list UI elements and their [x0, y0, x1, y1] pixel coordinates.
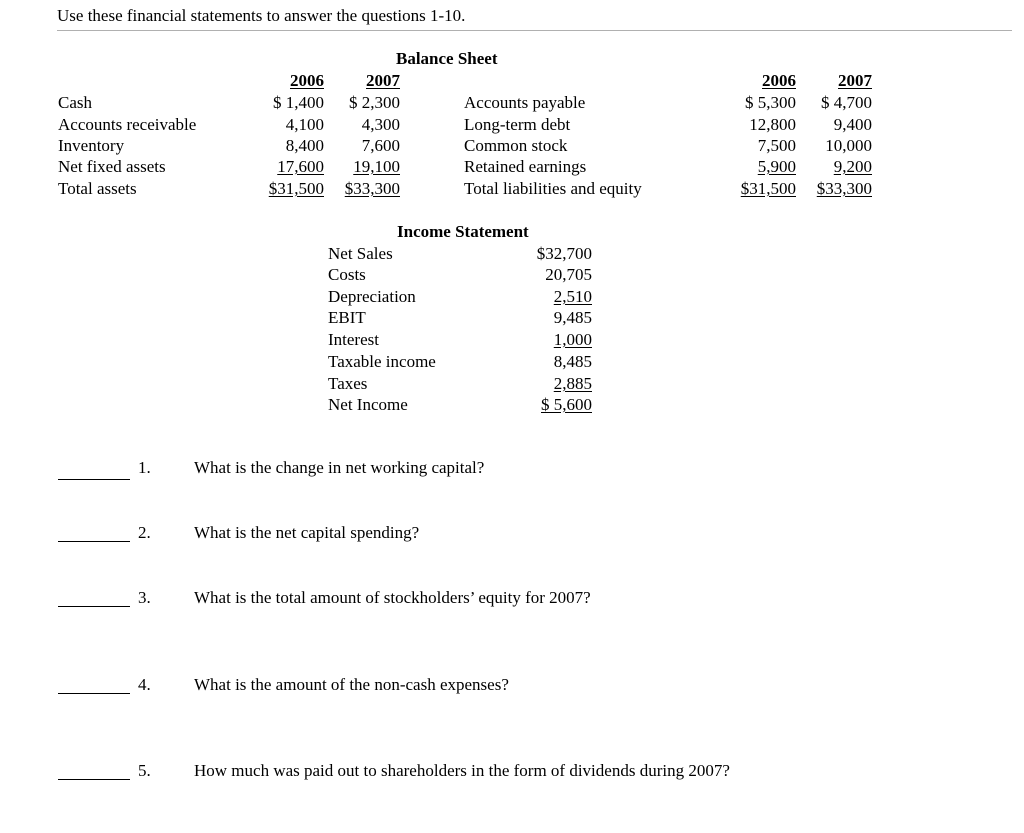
income-label: Depreciation	[328, 287, 416, 306]
asset-2007-value: $ 2,300	[349, 93, 400, 112]
income-value: $32,700	[536, 244, 592, 263]
liability-2006-value: $ 5,300	[745, 93, 796, 112]
asset-2007-value: 7,600	[361, 136, 400, 155]
asset-2006-value: $ 1,400	[273, 93, 324, 112]
liabilities-year-2006-header: 2006	[762, 71, 796, 90]
asset-2006-value: 4,100	[285, 115, 324, 134]
answer-blank[interactable]	[58, 693, 130, 694]
asset-label: Accounts receivable	[58, 115, 197, 134]
liability-label: Long-term debt	[464, 115, 571, 134]
asset-2007-value: 4,300	[361, 115, 400, 134]
liability-label: Total liabilities and equity	[464, 179, 642, 198]
balance-sheet-title: Balance Sheet	[396, 49, 498, 68]
liability-2006-value: 12,800	[749, 115, 796, 134]
asset-2006-value: 8,400	[285, 136, 324, 155]
question-number: 1.	[138, 458, 151, 477]
income-label: EBIT	[328, 308, 366, 327]
answer-blank[interactable]	[58, 479, 130, 480]
income-label: Costs	[328, 265, 366, 284]
liability-2006-value: $31,500	[740, 179, 796, 198]
income-label: Taxes	[328, 374, 368, 393]
liability-2007-value: $ 4,700	[821, 93, 872, 112]
answer-blank[interactable]	[58, 779, 130, 780]
answer-blank[interactable]	[58, 541, 130, 542]
income-value: 8,485	[553, 352, 592, 371]
liability-2007-value: 9,200	[833, 157, 872, 176]
instructions: Use these financial statements to answer the questions 1-10.	[57, 6, 466, 25]
income-value: 9,485	[553, 308, 592, 327]
top-divider	[57, 30, 1012, 31]
income-value: 1,000	[553, 330, 592, 349]
liabilities-year-2007-header: 2007	[838, 71, 872, 90]
question-text: How much was paid out to shareholders in the form of dividends during 2007?	[194, 761, 730, 780]
income-value: 20,705	[545, 265, 592, 284]
question-text: What is the total amount of stockholders’ equity for 2007?	[194, 588, 591, 607]
question-number: 3.	[138, 588, 151, 607]
assets-year-2007-header: 2007	[366, 71, 400, 90]
income-statement-title: Income Statement	[397, 222, 529, 241]
question-number: 4.	[138, 675, 151, 694]
income-value: $ 5,600	[541, 395, 592, 414]
liability-2007-value: 10,000	[825, 136, 872, 155]
liability-label: Retained earnings	[464, 157, 587, 176]
income-label: Taxable income	[328, 352, 436, 371]
asset-2006-value: 17,600	[277, 157, 324, 176]
asset-2007-value: 19,100	[353, 157, 400, 176]
question-number: 5.	[138, 761, 151, 780]
income-label: Net Income	[328, 395, 408, 414]
income-label: Net Sales	[328, 244, 393, 263]
asset-label: Net fixed assets	[58, 157, 166, 176]
liability-2006-value: 7,500	[757, 136, 796, 155]
income-label: Interest	[328, 330, 379, 349]
asset-label: Inventory	[58, 136, 125, 155]
income-value: 2,885	[553, 374, 592, 393]
question-text: What is the change in net working capital?	[194, 458, 485, 477]
asset-label: Cash	[58, 93, 92, 112]
income-value: 2,510	[553, 287, 592, 306]
assets-year-2006-header: 2006	[290, 71, 324, 90]
liability-2007-value: $33,300	[816, 179, 872, 198]
liability-2006-value: 5,900	[757, 157, 796, 176]
liability-label: Accounts payable	[464, 93, 586, 112]
asset-label: Total assets	[58, 179, 137, 198]
question-text: What is the amount of the non-cash expenses?	[194, 675, 509, 694]
question-number: 2.	[138, 523, 151, 542]
answer-blank[interactable]	[58, 606, 130, 607]
liability-2007-value: 9,400	[833, 115, 872, 134]
asset-2006-value: $31,500	[268, 179, 324, 198]
question-text: What is the net capital spending?	[194, 523, 420, 542]
asset-2007-value: $33,300	[344, 179, 400, 198]
liability-label: Common stock	[464, 136, 568, 155]
